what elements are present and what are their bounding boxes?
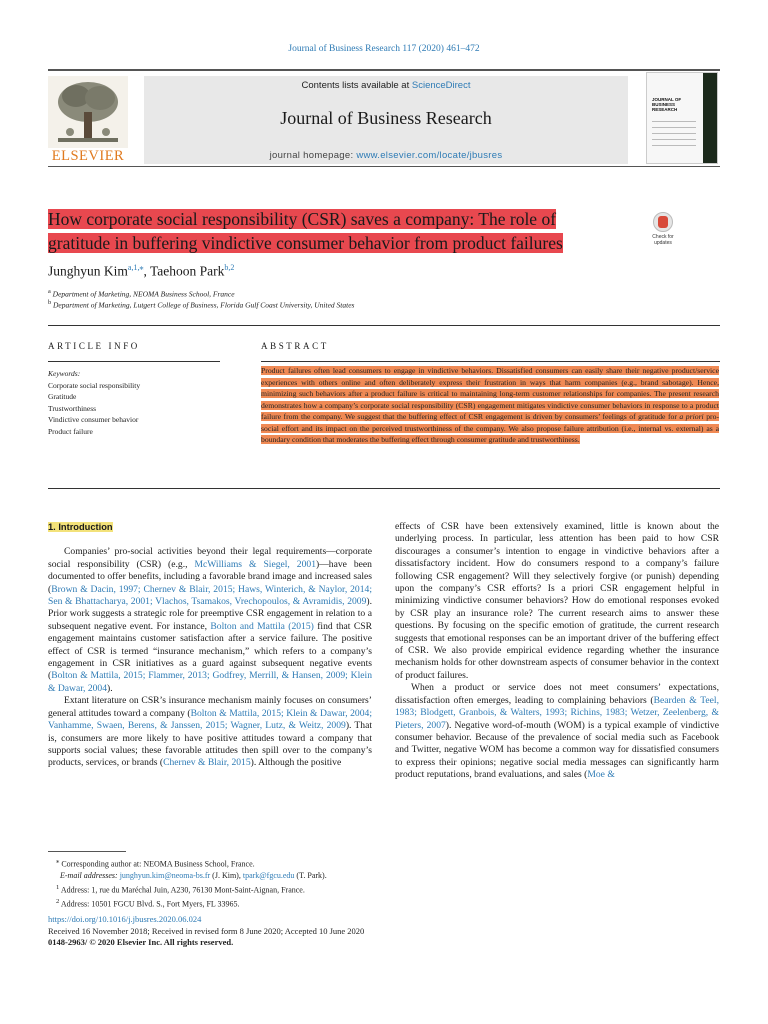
- keyword-item: Vindictive consumer behavior: [48, 415, 139, 424]
- email-owner: (J. Kim),: [210, 871, 243, 881]
- body-text: ).: [107, 682, 113, 694]
- citation-link[interactable]: Moe &: [587, 769, 615, 781]
- citation-link[interactable]: McWilliams & Siegel, 2001: [194, 558, 316, 570]
- author-affil-marker[interactable]: a,1,⁎: [127, 263, 144, 272]
- doi-link[interactable]: https://doi.org/10.1016/j.jbusres.2020.06.024: [48, 914, 202, 924]
- cover-text-line: [652, 145, 696, 146]
- address-note: [48, 896, 720, 910]
- elsevier-logo: [48, 76, 128, 164]
- keyword-item: Corporate social responsibility: [48, 380, 141, 390]
- abstract-rule: [261, 361, 720, 362]
- affiliation-marker: b: [48, 299, 52, 306]
- citation-link[interactable]: Brown & Dacin, 1997; Chernev & Blair, 2015; Haws, Winterich, & Naylor, 2014; Sen & Bhattacharya, 2001; Vlachos, Tsamakos, Vrechopoulos, & Avramidis, 2009: [48, 583, 372, 608]
- intro-heading: [48, 521, 372, 534]
- abstract-heading: ABSTRACT: [261, 341, 329, 351]
- abstract-sentence: pro-social effort and its impact on the perceived trustworthiness of the company. We also propose failure attribution (i.e., internal vs. external) as a boundary condition that moderates the buffering effect through consumer gratitude and trustworthiness.: [261, 412, 720, 444]
- affiliation-text: Department of Marketing, NEOMA Business School, France: [52, 289, 235, 299]
- citation-link[interactable]: Bolton and Mattila (2015): [210, 620, 314, 632]
- footnote-text: Corresponding author at: NEOMA Business School, France.: [59, 859, 255, 869]
- body-paragraph: [48, 695, 372, 769]
- spacer: [48, 534, 372, 546]
- footnote-marker: 2: [56, 897, 60, 905]
- cover-text-line: [652, 139, 696, 140]
- article-meta: [48, 914, 364, 949]
- article-info-heading: ARTICLE INFO: [48, 341, 140, 351]
- address-note: [48, 882, 720, 896]
- citation-link[interactable]: Bolton & Mattila, 2015; Klein & Dawar, 2004; Vanhamme, Swaen, Berens, & Janssen, 2015; Wagner, Lutz, & Weitz, 2009: [48, 707, 372, 732]
- affiliation-b: [48, 299, 354, 310]
- author-affil-marker[interactable]: b,2: [224, 263, 235, 272]
- footnote-marker: ⁎: [56, 858, 60, 865]
- check-updates-icon: [653, 212, 673, 232]
- contents-prefix: Contents lists available at: [301, 80, 412, 91]
- corresponding-author-note: [48, 856, 720, 870]
- author-name[interactable]: Junghyun Kim: [48, 263, 128, 279]
- homepage-label: journal homepage:: [269, 150, 357, 161]
- author-name[interactable]: Taehoon Park: [149, 263, 225, 279]
- author-line: [48, 263, 234, 280]
- check-updates-label: Check for updates: [652, 234, 674, 246]
- email-label: E-mail addresses:: [60, 871, 120, 881]
- body-paragraph: [48, 546, 372, 695]
- body-paragraph: [395, 521, 719, 682]
- footnote-text: Address: 10501 FGCU Blvd. S., Fort Myers, FL 33965.: [59, 899, 240, 909]
- abstract-sentence: Product failures often lead consumers to engage in vindictive behaviors. Dissatisfied consumers can easily share their negative product/service experiences with others online and often deliberately express their frustration in ways that harm companies (e.g., brand sabotage). Hence, minimizing such behaviors after a product failure is critical to maintaining long-term customer relationships for companies. The present research demonstrates how a company’s corporate social responsibility (CSR) engagement mitigates vindictive consumer behaviors in response to a product failure from the company. We suggest that the buffering effect of CSR engagement is driven by consumers’ feelings of gratitude for: [261, 366, 719, 421]
- elsevier-wordmark: ELSEVIER: [51, 148, 125, 164]
- body-paragraph: [395, 682, 719, 781]
- body-text: When a product or service does not meet consumers’ expectations, dissatisfaction often emerges, leading to complaining behaviors (: [395, 682, 719, 706]
- intro-heading-text: 1. Introduction: [48, 522, 113, 532]
- body-text: find that CSR engagement maintains customer satisfaction after a service failure. The positive effect of CSR is termed “insurance mechanism,” which refers to a company’s engagement in CSR initiatives as a guard against subsequent negative events (: [48, 620, 372, 682]
- homepage-link[interactable]: www.elsevier.com/locate/jbusres: [356, 150, 503, 161]
- email-link[interactable]: tpark@fgcu.edu: [242, 871, 295, 881]
- keywords-label: Keywords:: [48, 369, 81, 378]
- citation-link[interactable]: Bolton & Mattila, 2015; Flammer, 2013; Godfrey, Merrill, & Hansen, 2009; Klein & Dawar, 2004: [48, 670, 372, 694]
- elsevier-tree-icon: [48, 76, 128, 148]
- keywords-block: [48, 368, 220, 437]
- homepage-line: [144, 150, 628, 161]
- affiliation-a: [48, 288, 235, 299]
- body-text: ). Prior work suggests a strategic role for preemptive CSR engagement in relation to a subsequent negative event. For instance,: [48, 596, 372, 632]
- section-divider: [48, 488, 720, 489]
- body-text: ). That is, consumers are more likely to have positive attitudes toward a company that supports social values; these favorable attitudes then spill over to the company’s products, services, or brands (: [48, 720, 372, 769]
- contents-line: [144, 80, 628, 91]
- body-column-right: [395, 521, 719, 782]
- affiliation-text: Department of Marketing, Lutgert College of Business, Florida Gulf Coast University, United States: [53, 300, 355, 310]
- copyright: 0148-2963/ © 2020 Elsevier Inc. All rights reserved.: [48, 937, 234, 947]
- email-link[interactable]: junghyun.kim@neoma-bs.fr: [119, 871, 211, 881]
- cover-title: JOURNAL OF BUSINESS RESEARCH: [652, 97, 682, 112]
- email-note: [48, 870, 720, 882]
- footnote-rule: [48, 851, 126, 852]
- received-dates: Received 16 November 2018; Received in revised form 8 June 2020; Accepted 10 June 2020: [48, 925, 365, 936]
- article-title: [48, 207, 622, 255]
- body-column-left: [48, 521, 372, 770]
- citation-link[interactable]: Bearden & Teel, 1983; Blodgett, Granbois, & Walters, 1993; Richins, 1983; Wetzer, Zeelenberg, & Pieters, 2007: [395, 694, 719, 731]
- body-text: Companies’ pro-social activities beyond their legal requirements—corporate social responsibility (CSR) (e.g.,: [48, 546, 372, 570]
- article-title-text: How corporate social responsibility (CSR) saves a company: The role of gratitude in buffering vindictive consumer behavior from product failures: [48, 209, 563, 253]
- journal-cover-thumbnail: [646, 72, 718, 164]
- footnote-text: Address: 1, rue du Maréchal Juin, A230, 76130 Mont-Saint-Aignan, France.: [59, 885, 305, 895]
- bookmark-icon: [658, 216, 668, 228]
- citation-link[interactable]: Chernev & Blair, 2015: [163, 757, 251, 769]
- cover-text-line: [652, 127, 696, 128]
- body-text: effects of CSR have been extensively examined, little is known about the underlying process. In particular, less attention has been paid to how CSR discourages a consumer’s intention to engage in vindictive behaviors after a dissatisfactory incident. How do consumers respond to a company’s failure following CSR engagement? Will they selectively forgive (or punish) depending upon the company’s CSR efforts? Is a priori CSR engagement helpful in minimizing vindictive consumer behaviors? How do emotional responses evoked by CSR play an insurance role? The current research aims to answer these questions. By focusing on the specific emotion of gratitude, the current research suggests that emotional responses can be an important driver of the buffering effect of CSR. We also provide empirical evidence regarding whether the insurance mechanism holds for other downstream aspects of consumer behavior in the context of product failures.: [395, 521, 719, 681]
- author-separator: ,: [143, 263, 150, 279]
- header-top-rule: [48, 69, 720, 71]
- affiliation-marker: a: [48, 288, 51, 295]
- cover-text-line: [652, 133, 696, 134]
- check-for-updates-badge[interactable]: [645, 212, 681, 250]
- section-divider: [48, 325, 720, 326]
- body-text: )—have been documented to offer benefits, including a favorable brand image and increased sales (: [48, 558, 372, 595]
- cover-text-line: [652, 121, 696, 122]
- article-info-rule: [48, 361, 220, 362]
- footnotes: [48, 856, 720, 910]
- journal-title: Journal of Business Research: [280, 108, 492, 128]
- keyword-item: Trustworthiness: [48, 403, 97, 413]
- keyword-item: Gratitude: [48, 392, 77, 401]
- abstract-italic: a priori: [679, 412, 704, 421]
- body-text: ). Negative word-of-mouth (WOM) is a typical example of vindictive consumer behavior. Because of the prevalence of social media such as Facebook and Twitter, negative WOM has become a common way for dissatisfied consumers to express their opinions; negative social media messages can significantly harm product reputations, brand evaluations, and sales (: [395, 719, 719, 781]
- journal-reference[interactable]: Journal of Business Research 117 (2020) 461–472: [288, 44, 480, 54]
- footnote-marker: 1: [56, 883, 60, 891]
- email-owner: (T. Park).: [294, 871, 327, 881]
- body-text: Extant literature on CSR’s insurance mechanism mainly focuses on consumers’ general attitudes toward a company (: [48, 695, 372, 719]
- journal-banner: [144, 76, 628, 164]
- cover-spine: [703, 73, 717, 163]
- body-text: ). Although the positive: [250, 757, 342, 769]
- keyword-item: Product failure: [48, 426, 93, 436]
- header-bottom-rule: [48, 166, 720, 167]
- sciencedirect-link[interactable]: ScienceDirect: [411, 80, 471, 91]
- abstract-text: [261, 365, 719, 446]
